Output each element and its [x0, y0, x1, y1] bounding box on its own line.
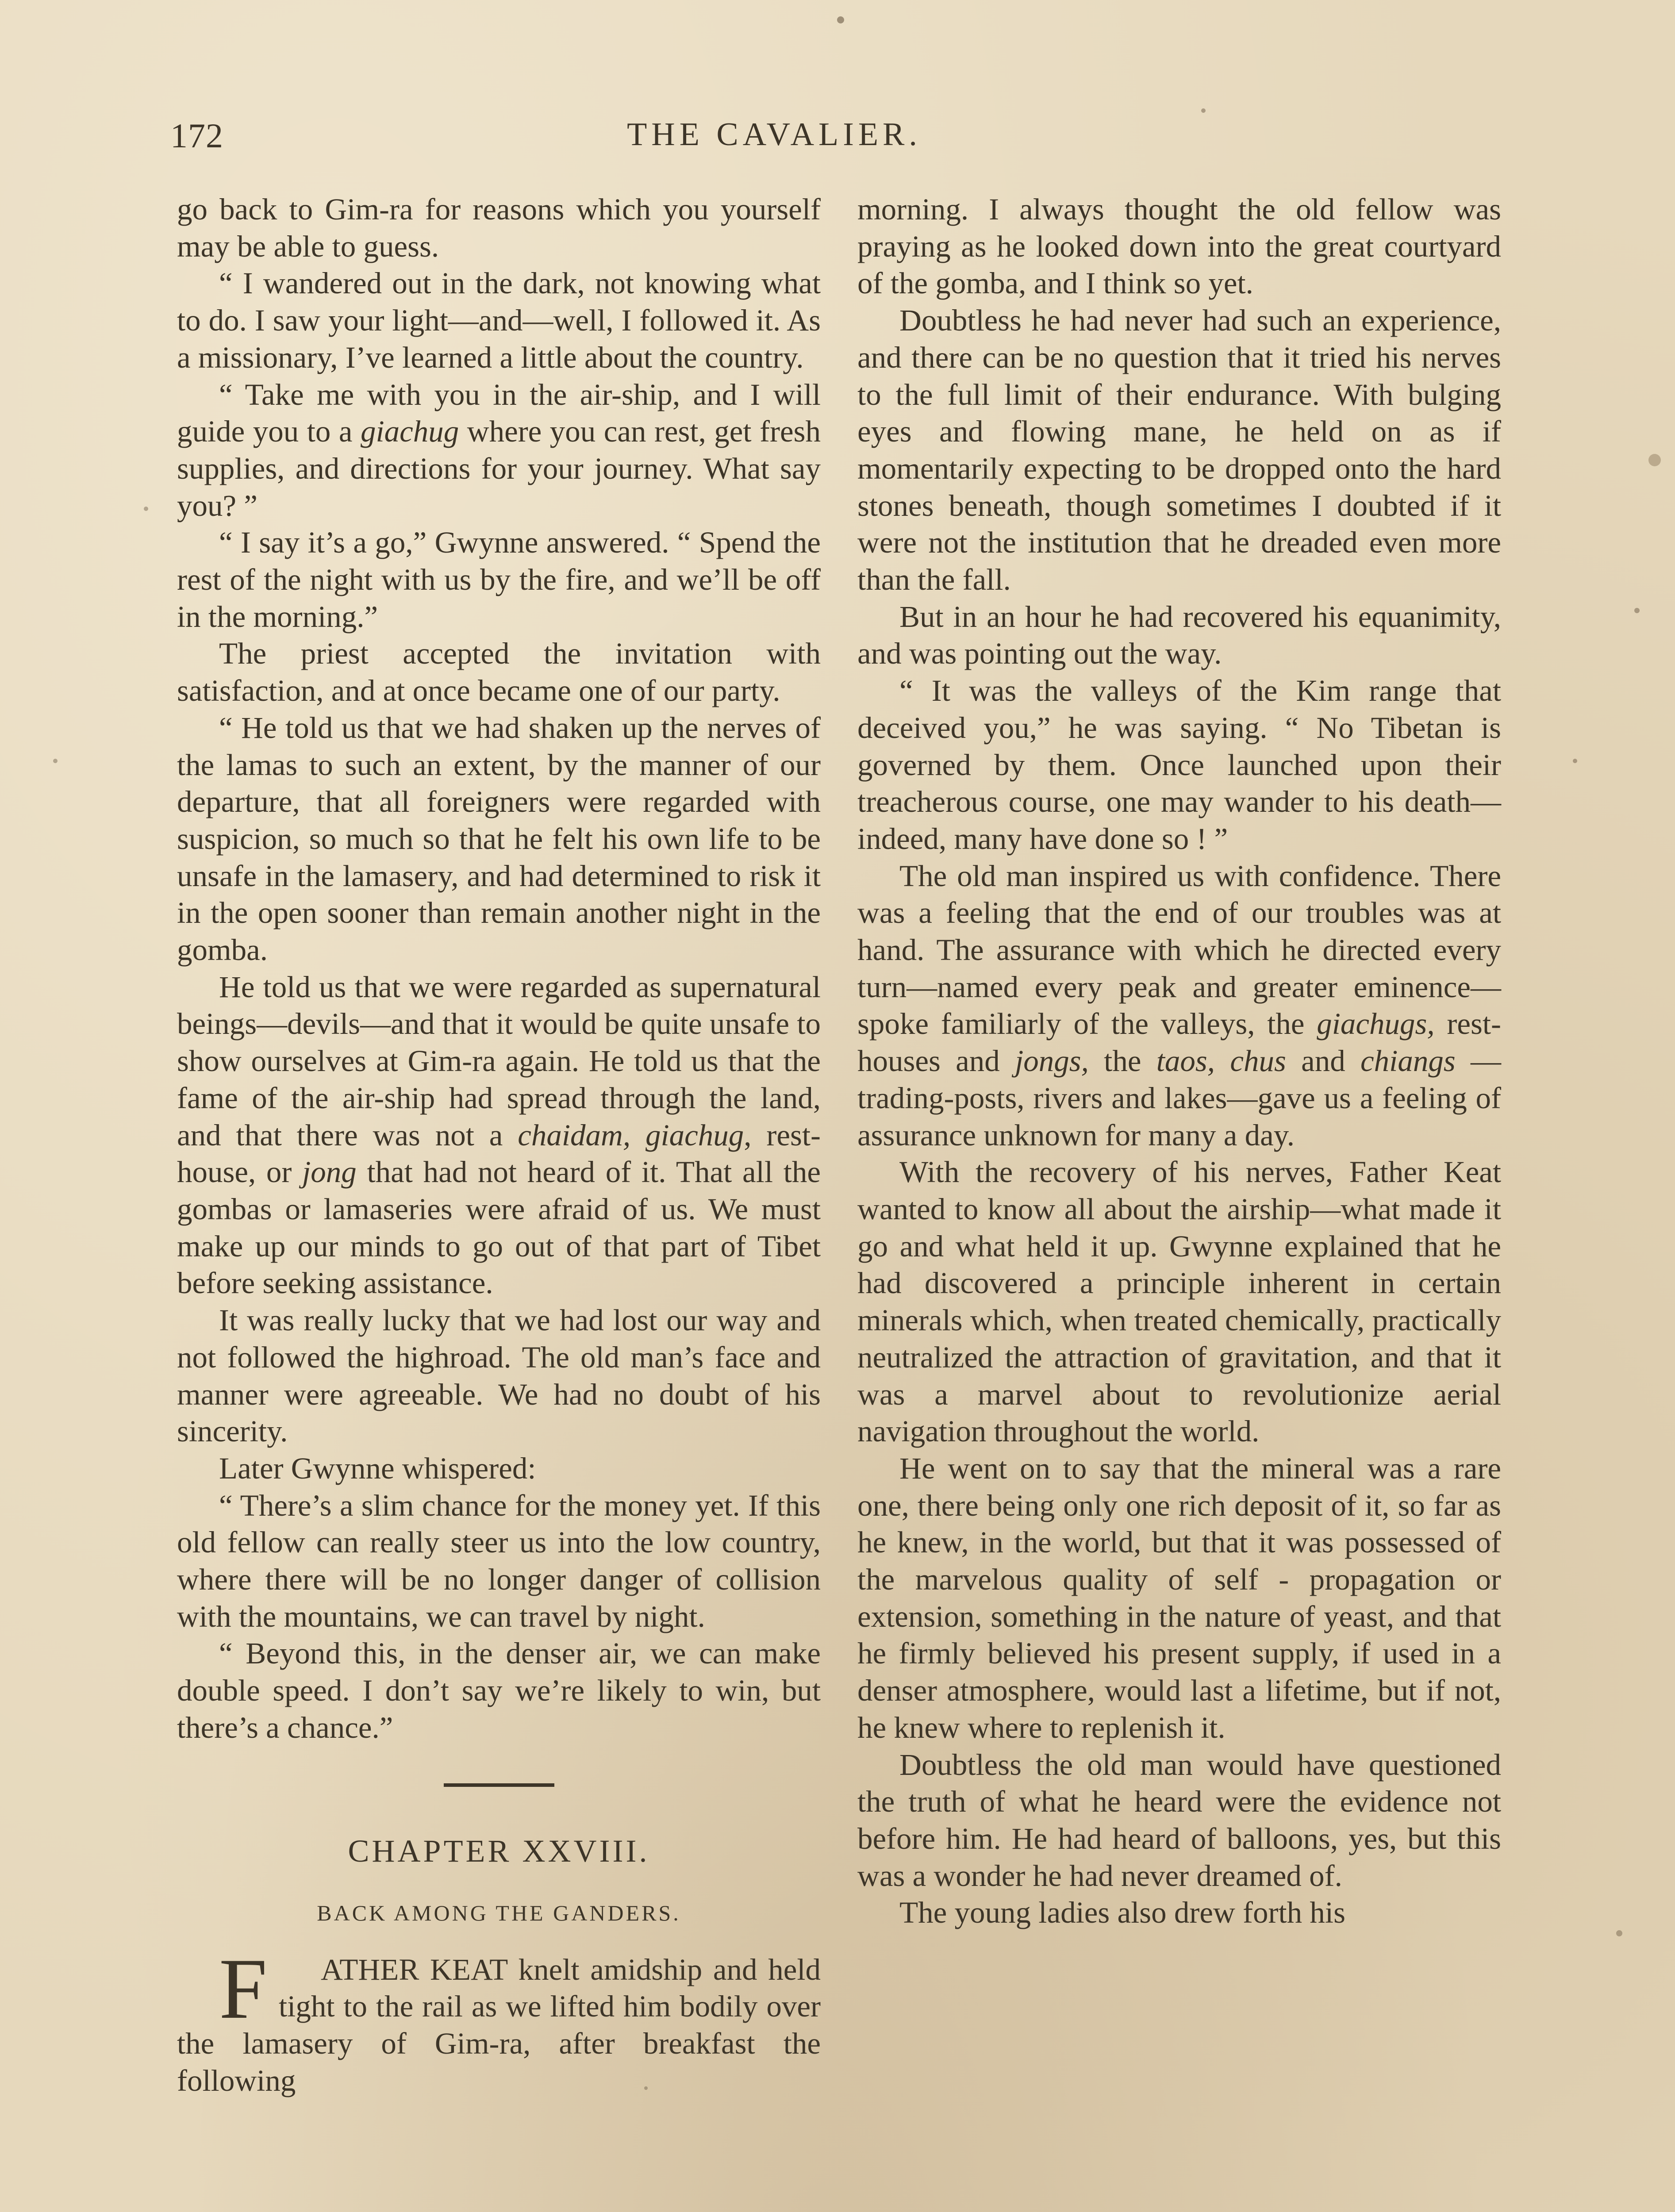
paper-speck [1616, 1930, 1622, 1936]
text-run: The old man inspired us with confidence. There was a feeling that the end of our troubles was at hand. The assurance with which he directed every turn—named every peak and greater eminence—spoke familiarly of the valleys, the [857, 859, 1501, 1041]
text-run: and [1286, 1044, 1361, 1078]
paper-speck [53, 759, 58, 763]
paper-speck [1648, 454, 1661, 466]
page-number: 172 [170, 116, 223, 155]
right-column [857, 191, 1501, 1932]
text-run: rest-houses and [857, 1007, 1501, 1078]
running-head: THE CAVALIER. [627, 116, 922, 153]
italic-term: chiangs [1360, 1044, 1456, 1078]
italic-term: chaidam, giachug [518, 1118, 744, 1152]
paragraph [177, 969, 821, 1302]
paragraph: The young ladies also drew forth his [899, 1896, 1345, 1930]
opening-paragraph [177, 1940, 821, 2100]
paragraph: It was really lucky that we had lost our way and not followed the highroad. The old man’s face and manner were agreeable. We had no doubt of his sincerity. [177, 1303, 821, 1448]
text-run: ATHER KEAT knelt amidship and held tight to the rail as we lifted him bodily over the lamasery of Gim-ra, after breakfast the following [177, 1952, 821, 2097]
paragraph: “ Beyond this, in the denser air, we can make double speed. I don’t say we’re likely to win, but there’s a chance.” [177, 1636, 821, 1744]
paragraph [177, 376, 821, 525]
paper-speck [1634, 608, 1640, 613]
paper-speck [1573, 759, 1577, 763]
text-run: where you can rest, get fresh supplies, and directions for your journey. What say you? ” [177, 415, 821, 522]
paragraph: But in an hour he had recovered his equanimity, and was pointing out the way. [857, 599, 1501, 671]
paragraph: “ There’s a slim chance for the money yet. If this old fellow can really steer us into the low country, where there will be no longer danger of collision with the mountains, we can travel by night. [177, 1488, 821, 1633]
paper-speck [1201, 108, 1206, 113]
paragraph: “ It was the valleys of the Kim range that deceived you,” he was saying. “ No Tibetan is governed by them. Once launched upon their treacherous course, one may wander to his death—indeed, many have done so ! ” [857, 674, 1501, 856]
paragraph: The priest accepted the invitation with satisfaction, and at once became one of our party. [177, 637, 821, 708]
text-run: , rest-house, or [177, 1118, 821, 1189]
paragraph: Doubtless he had never had such an experience, and there can be no question that it tried his nerves to the full limit of their endurance. With bulging eyes and flowing mane, he held on as if momentarily expecting to be dropped onto the hard stones beneath, though sometimes I doubted if it were not the institution that he dreaded even more than the fall. [857, 303, 1501, 597]
paragraph: “ I wandered out in the dark, not knowing what to do. I saw your light—and—well, I followed it. As a missionary, I’ve learned a little about the country. [177, 266, 821, 374]
italic-term: taos, chus [1156, 1044, 1286, 1078]
paragraph [857, 858, 1501, 1154]
paper-speck [837, 16, 844, 23]
text-run: the [1088, 1044, 1156, 1078]
paper-speck [144, 507, 148, 511]
italic-term: giachug [360, 415, 459, 449]
italic-term: jongs, [1015, 1044, 1089, 1078]
text-run: “ Take me with you in the air-ship, and I will guide you to a [177, 377, 821, 449]
paragraph: He went on to say that the mineral was a rare one, there being only one rich deposit of it, so far as he knew, in the world, but that it was possessed of the marvelous quality of self - propagation or extension, something in the nature of yeast, and that he firmly believed his present supply, if used in a denser atmosphere, would last a lifetime, but if not, he knew where to replenish it. [857, 1451, 1501, 1744]
paragraph: morning. I always thought the old fellow was praying as he looked down into the great courtyard of the gomba, and I think so yet. [857, 192, 1501, 300]
left-column [177, 191, 821, 2099]
text-run: — trading-posts, rivers and lakes—gave us a feeling of assurance unknown for many a day. [857, 1044, 1502, 1152]
italic-term: jong [302, 1155, 357, 1189]
italic-term: giachugs, [1317, 1007, 1435, 1041]
chapter-subtitle: BACK AMONG THE GANDERS. [317, 1900, 681, 1925]
paragraph: “ He told us that we had shaken up the nerves of the lamas to such an extent, by the manner of our departure, that all foreigners were regarded with suspicion, so much so that he felt his own life to be unsafe in the lamasery, and had determined to risk it in the open sooner than remain another night in the gomba. [177, 710, 821, 967]
paragraph: Later Gwynne whispered: [219, 1451, 536, 1485]
paragraph: go back to Gim-ra for reasons which you yourself may be able to guess. [177, 192, 821, 263]
chapter-divider [444, 1783, 554, 1787]
drop-cap: F [219, 1940, 268, 2037]
paragraph: Doubtless the old man would have questioned the truth of what he heard were the evidence not before him. He had heard of balloons, yes, but this was a wonder he had never dreamed of. [857, 1747, 1501, 1893]
paragraph: With the recovery of his nerves, Father Keat wanted to know all about the airship—what made it go and what held it up. Gwynne explained that he had discovered a principle inherent in certain minerals which, when treated chemically, practically neutralized the attraction of gravitation, and that it was a marvel about to revolutionize aerial navigation throughout the world. [857, 1155, 1501, 1448]
text-run: He told us that we were regarded as supernatural beings—devils—and that it would be quite unsafe to show ourselves at Gim-ra again. He told us that the fame of the air-ship had spread through the land, and that there was not a [177, 970, 821, 1152]
chapter-title: CHAPTER XXVIII. [348, 1833, 650, 1869]
paragraph: “ I say it’s a go,” Gwynne answered. “ Spend the rest of the night with us by the fire, and we’ll be off in the morning.” [177, 526, 821, 634]
text-run: that had not heard of it. That all the gombas or lamaseries were afraid of us. We must make up our minds to go out of that part of Tibet before seeking assistance. [177, 1155, 821, 1300]
